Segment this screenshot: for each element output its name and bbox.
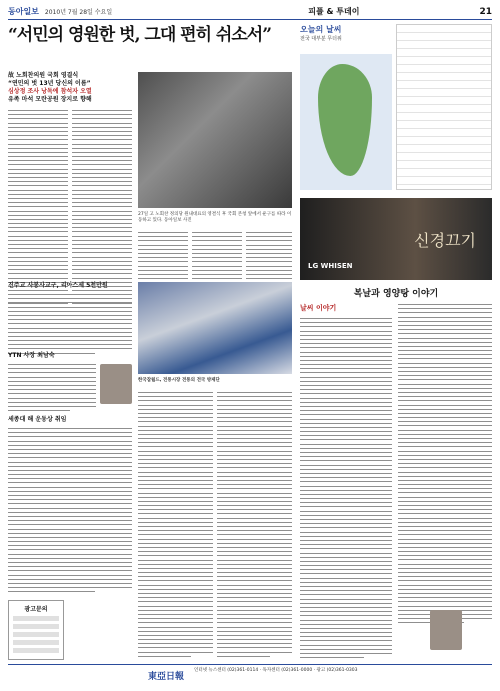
obituary-text [8,294,132,357]
weather-subtitle: 전국 대부분 무더위 [300,36,342,42]
obituary-heading: 진주교 사봉사교구, 리아스세 5천만원 [8,282,108,289]
ytn-text [8,364,96,414]
lead-sub3: 유족 마석 모란공원 장지로 향해 [8,96,92,103]
brief-column-1 [138,392,213,660]
korea-map-shape [318,64,372,176]
page-header [8,4,492,20]
main-photo-caption: 27일 고 노회찬 정의당 원내대표의 영결식 후 국회 본청 앞에서 운구를 따라 이동하고 있다. 동아일보 사진 [138,212,292,223]
masthead: 동아일보 [8,7,39,16]
weather-title: 오늘의 날씨 [300,25,342,34]
event-photo [138,282,292,374]
lead-block [8,72,138,104]
ad-slogan: 신경끄기 [414,231,476,250]
section-title: 피플 & 투데이 [308,7,360,16]
main-headline: “서민의 영원한 벗, 그대 편히 쉬소서” [8,25,271,45]
footer-logo: 東亞日報 [148,672,185,682]
ytn-heading: YTN 사장 최남숙 [8,352,55,359]
weather-map [300,54,392,190]
lead-title: 故 노회찬의원 국회 영결식 [8,72,79,79]
issue-date: 2010년 7월 28일 수요일 [44,9,113,16]
ad-inquiry-box[interactable] [8,600,64,660]
person-portrait [100,364,132,404]
column-subheading: 날씨 이야기 [300,304,337,312]
lead-sub1: “연민의 벗 13년 당신의 이름” [8,80,91,87]
ad-inquiry-title: 광고문의 [24,606,48,613]
air-conditioner-ad[interactable] [300,198,492,280]
columnist-portrait [430,610,462,650]
ad-brand: LG WHISEN [308,262,353,270]
lead-sub2: 심상정 조사 낭독에 참석자 오열 [8,88,92,95]
event-photo-caption: 한국잡월드, 전통시장 전통의 전국 방제단 [138,378,220,383]
main-photo [138,72,292,208]
page-number: 21 [479,6,492,17]
ewha-text [8,428,132,596]
footer-info: 인터넷 뉴스센터 (02)361-0114 · 독자센터 (02)361-0000 · 광고 (02)361-0303 [194,668,358,673]
weather-forecast-table [396,24,492,190]
brief-column-2 [217,392,292,660]
ewha-heading: 세종대 해 운동상 취임 [8,416,67,423]
column-text-2 [398,304,492,626]
weather-section [300,24,492,194]
page-footer [8,664,492,686]
column-heading: 복날과 영양탕 이야기 [353,289,439,299]
column-text-1 [300,318,392,661]
